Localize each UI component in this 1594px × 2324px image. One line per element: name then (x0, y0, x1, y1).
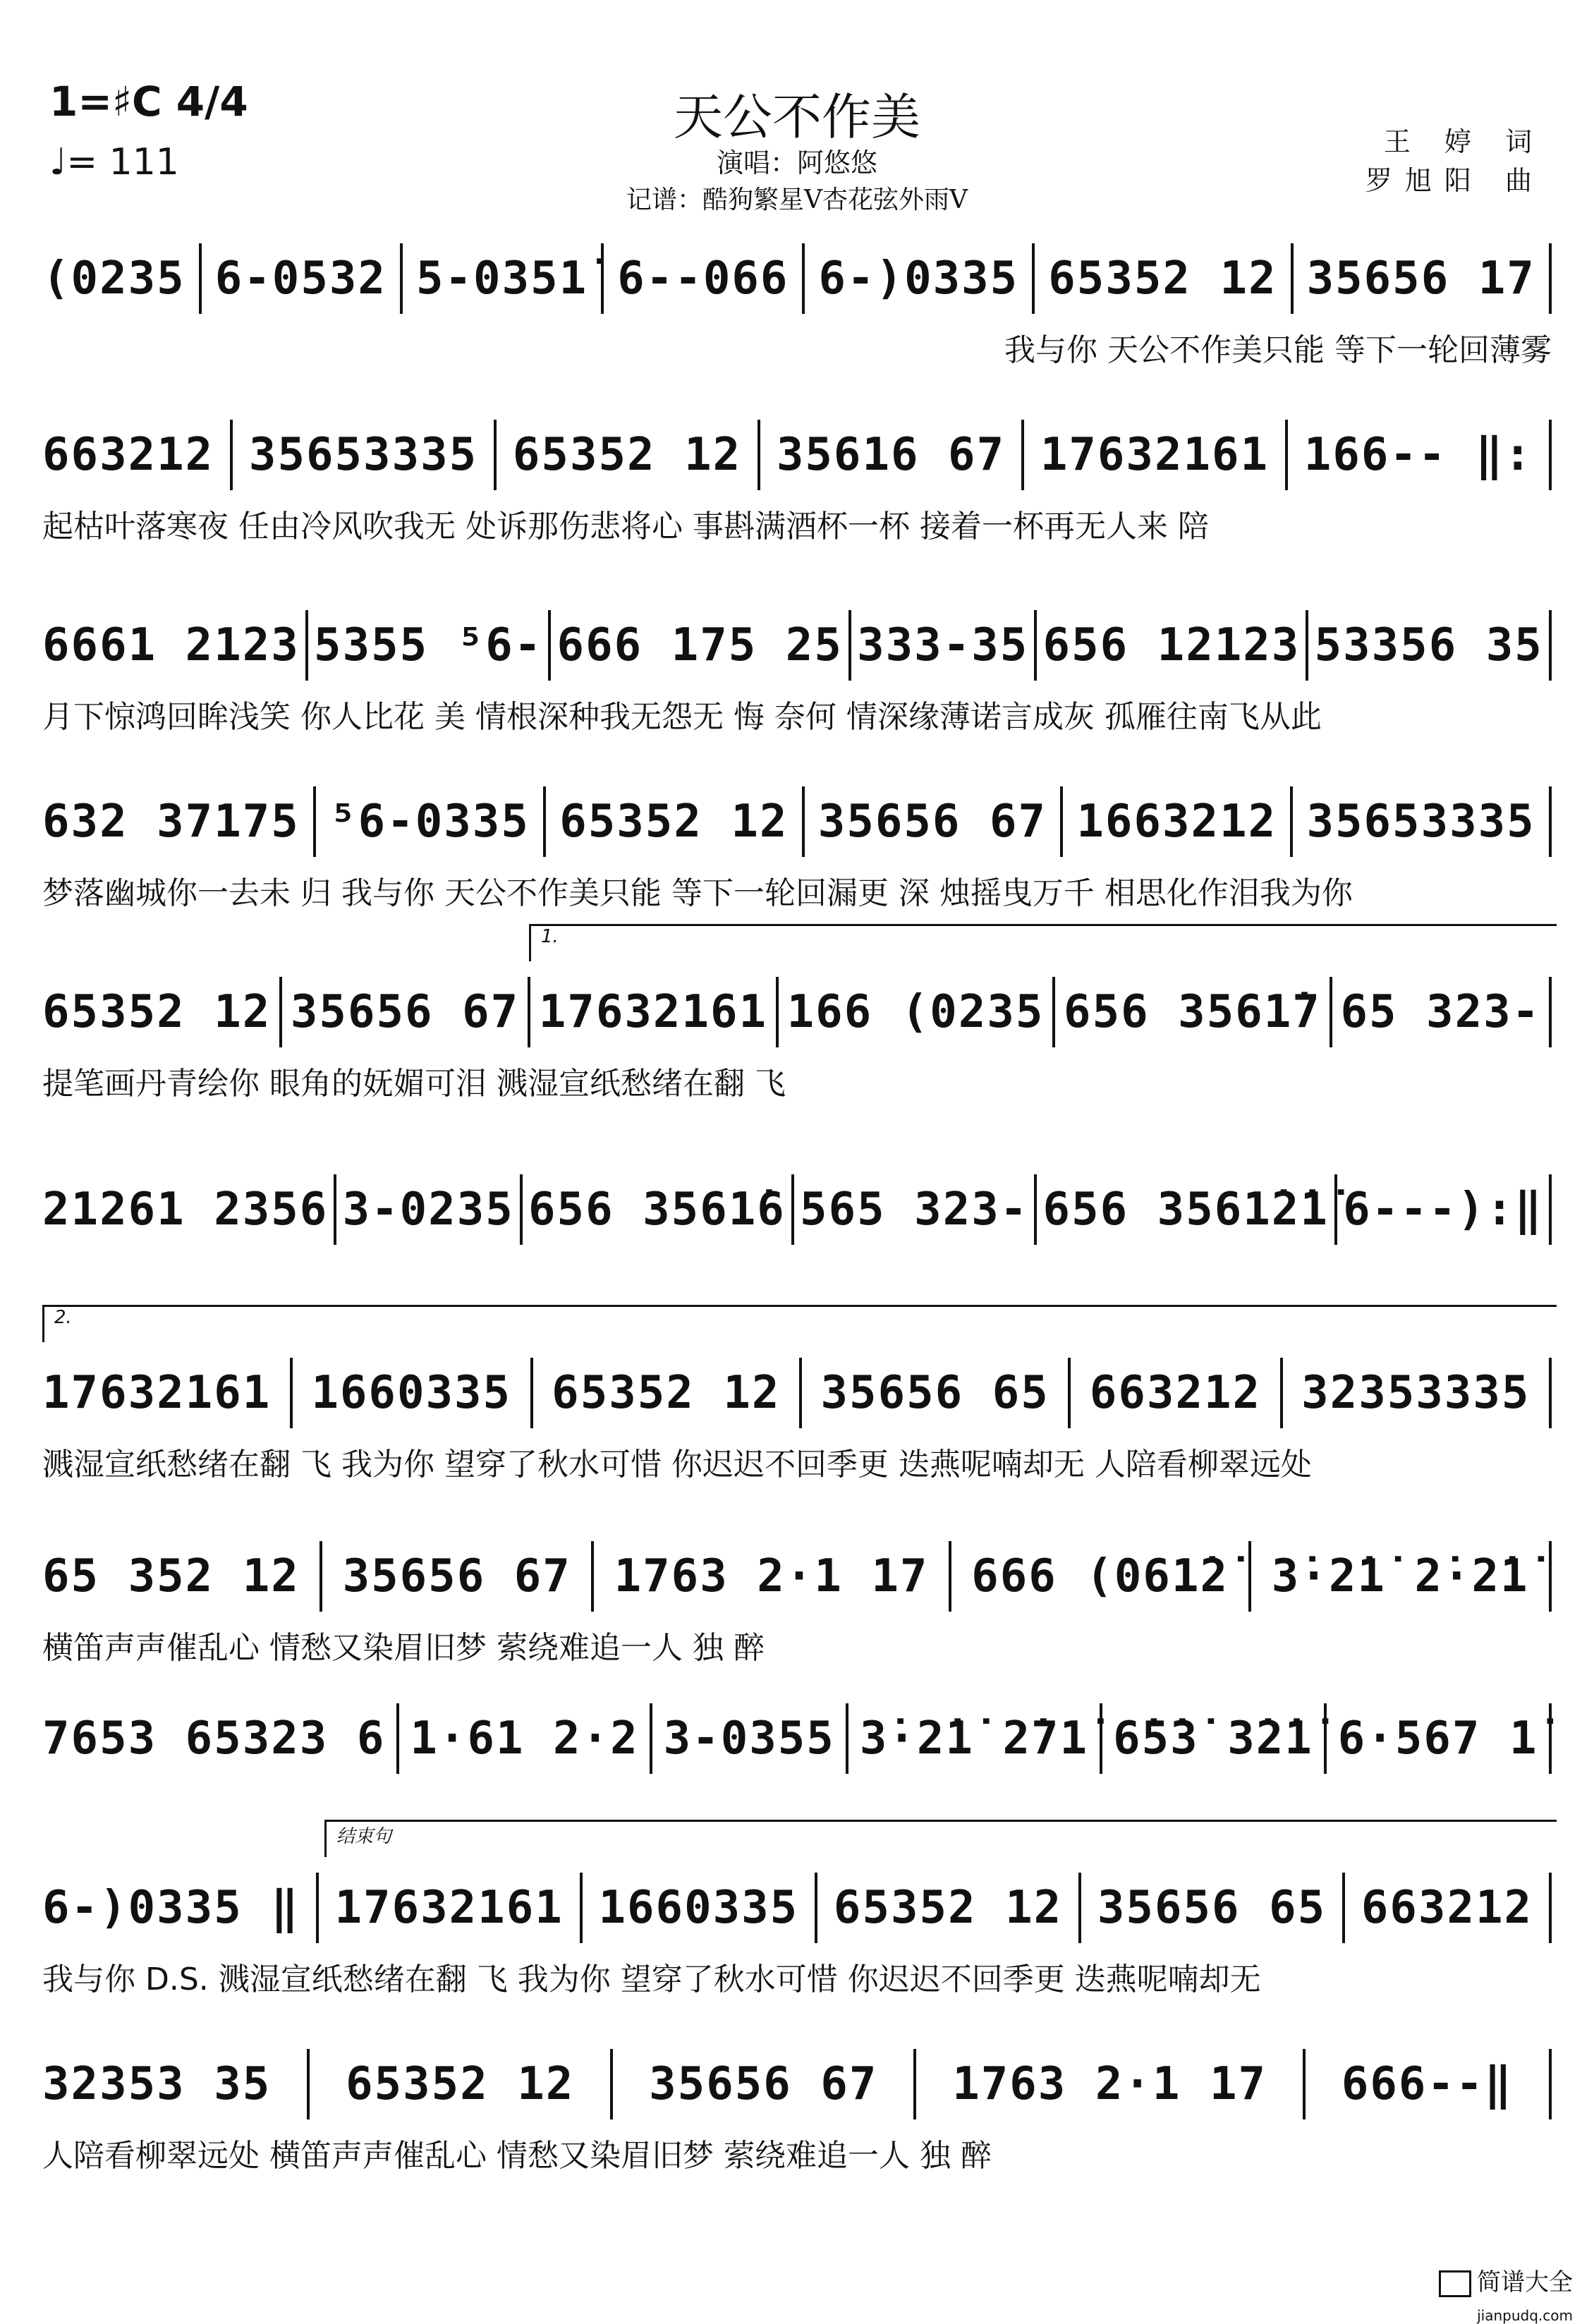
measure: 65 323- (1340, 986, 1541, 1038)
barline (334, 1174, 336, 1245)
volta-bracket: 2. (42, 1305, 1557, 1342)
barline (230, 420, 233, 490)
barline (1052, 977, 1055, 1047)
barline (1291, 243, 1294, 314)
measure: 7653 65323 6 (42, 1712, 386, 1765)
measure: 35656 67 (342, 1550, 571, 1602)
notation-line (42, 240, 1552, 317)
measure: 35656 67 (290, 986, 520, 1038)
measure: 656 12123 (1042, 619, 1301, 671)
barline (802, 243, 805, 314)
barline (1549, 243, 1552, 314)
barline (913, 2049, 916, 2119)
measure: 35656 17 (1306, 253, 1535, 305)
measure: 656 3561̇6 (528, 1184, 786, 1236)
notation-line (42, 1700, 1552, 1777)
barline (520, 1174, 523, 1245)
barline (1334, 1174, 1337, 1245)
barline (1060, 786, 1063, 857)
barline (396, 1703, 399, 1774)
lyric-line: 横笛声声催乱心 情愁又染眉旧梦 萦绕难追一人 独 醉 (42, 1630, 765, 1666)
measure: 6-0532 (214, 253, 387, 305)
barline (580, 1873, 583, 1943)
barline (290, 1358, 293, 1428)
composer-credit: 罗旭阳 曲 (1365, 165, 1545, 196)
lyric-line (42, 1255, 1552, 1305)
barline (601, 243, 604, 314)
barline (1021, 420, 1024, 490)
measure: 17632161 (42, 1367, 272, 1419)
barline (543, 786, 546, 857)
measure: 656 3561̇2̇1̇ (1042, 1184, 1329, 1236)
measure: 333-35 (857, 619, 1029, 671)
barline (1034, 1174, 1037, 1245)
barline (279, 977, 282, 1047)
measure: 1763 2·1 17 (952, 2058, 1267, 2110)
barline (610, 2049, 613, 2119)
measure: 1660335 (598, 1882, 799, 1934)
barline (313, 786, 316, 857)
measure: 1663212 (1076, 796, 1277, 848)
measure: 166-- ‖: (1303, 429, 1533, 481)
lyric-line: 月下惊鸿回眸浅笑 你人比花 美 情根深种我无怨无 悔 奈何 情深缘薄诺言成灰 孤雁往南飞从此 (42, 699, 1322, 735)
barline (1549, 1873, 1552, 1943)
logo-text: 简谱大全 (1477, 2268, 1573, 2296)
notation-line (42, 1869, 1552, 1947)
barline (1549, 2049, 1552, 2119)
measure: 35616 67 (776, 429, 1006, 481)
notation-line (42, 1171, 1552, 1248)
barline (316, 1873, 319, 1943)
measure: 35656 65 (1097, 1882, 1327, 1934)
measure: 17632161 (334, 1882, 564, 1934)
measure: 35656 67 (649, 2058, 878, 2110)
barline (528, 977, 530, 1047)
scribe-credit: 记谱：酷狗繁星V杏花弦外雨V (626, 185, 968, 214)
barline (199, 243, 202, 314)
notation-line (42, 416, 1552, 494)
measure: 663212 (1089, 1367, 1262, 1419)
barline (494, 420, 497, 490)
measure: 3-0355 (663, 1712, 835, 1765)
measure: 35653335 (248, 429, 478, 481)
tempo-marking: ♩= 111 (49, 141, 179, 183)
barline (1100, 1703, 1102, 1774)
measure: 53356 35 (1314, 619, 1543, 671)
volta-bracket: 1. (529, 924, 1557, 961)
notation-line (42, 1354, 1552, 1432)
measure: 5355 ⁵6- (314, 619, 543, 671)
barline (949, 1541, 951, 1612)
barline (776, 977, 779, 1047)
barline (591, 1541, 594, 1612)
notation-line (42, 1538, 1552, 1615)
lyric-line: 溅湿宣纸愁绪在翻 飞 我为你 望穿了秋水可惜 你迟迟不回季更 迭燕呢喃却无 人陪看柳翠远处 (42, 1447, 1312, 1483)
measure: 166 (0235 (786, 986, 1045, 1038)
measure: (0235 (42, 253, 185, 305)
measure: 65352 12 (833, 1882, 1063, 1934)
barline (1303, 2049, 1306, 2119)
measure: 666 (061̇2̇ (971, 1550, 1229, 1602)
barline (791, 1174, 794, 1245)
barline (799, 1358, 802, 1428)
barline (1032, 243, 1035, 314)
barline (400, 243, 403, 314)
site-logo (1439, 2263, 1573, 2297)
measure: 6·567 1̇ (1337, 1712, 1538, 1765)
barline (1290, 786, 1293, 857)
barline (1549, 1174, 1552, 1245)
lyric-line: 起枯叶落寒夜 任由冷风吹我无 处诉那伤悲将心 事斟满酒杯一杯 接着一杯再无人来 陪 (42, 509, 1209, 545)
measure: 35656 65 (820, 1367, 1050, 1419)
barline (1330, 977, 1332, 1047)
notation-line (42, 2045, 1552, 2123)
measure: 632 37175 (42, 796, 300, 848)
barline (650, 1703, 652, 1774)
singer-credit: 演唱：阿悠悠 (716, 147, 877, 178)
notation-line (42, 607, 1552, 684)
lyric-line: 提笔画丹青绘你 眼角的妩媚可泪 溅湿宣纸愁绪在翻 飞 (42, 1066, 786, 1102)
measure: 663212 (1361, 1882, 1533, 1934)
barline (1549, 977, 1552, 1047)
measure: 663212 (42, 429, 214, 481)
measure: 5-0351̇ (415, 253, 588, 305)
barline (1280, 1358, 1283, 1428)
measure: 32353335 (1301, 1367, 1531, 1419)
measure: 3̇·2̇1̇ 2̇71̇ (859, 1712, 1089, 1765)
barline (1068, 1358, 1071, 1428)
measure: 656 3561̇7 (1064, 986, 1321, 1038)
measure: 6̇5̇3̇ 3̇2̇1̇ (1113, 1712, 1313, 1765)
measure: 565 323- (800, 1184, 1029, 1236)
measure: 21261 2356 (42, 1184, 329, 1236)
barline (1034, 610, 1037, 681)
barline (758, 420, 760, 490)
measure: 6661 2123 (42, 619, 300, 671)
measure: 6-)0335 (818, 253, 1019, 305)
measure: 17632161 (538, 986, 767, 1038)
lyric-line: 我与你 D.S. 溅湿宣纸愁绪在翻 飞 我为你 望穿了秋水可惜 你迟迟不回季更 迭燕呢喃却无 (42, 1961, 1261, 1997)
measure: 6--066 (617, 253, 789, 305)
barline (1549, 1703, 1552, 1774)
barline (1549, 420, 1552, 490)
key-signature: 1=♯C 4/4 (49, 78, 248, 126)
notation-line (42, 783, 1552, 860)
measure: 17632161 (1040, 429, 1270, 481)
barline (846, 1703, 848, 1774)
measure: 35656 67 (817, 796, 1047, 848)
barline (1324, 1703, 1327, 1774)
barline (1248, 1541, 1251, 1612)
measure: 65352 12 (559, 796, 789, 848)
measure: 6---):‖ (1343, 1184, 1543, 1236)
measure: 6-)0335 ‖ (42, 1882, 300, 1934)
measure: 1763 2·1 17 (614, 1550, 929, 1602)
barline (307, 2049, 310, 2119)
measure: 35653335 (1306, 796, 1535, 848)
barline (1078, 1873, 1081, 1943)
barline (1306, 610, 1308, 681)
barline (848, 610, 851, 681)
measure: 65 352 12 (42, 1550, 300, 1602)
barline (530, 1358, 533, 1428)
barline (1285, 420, 1288, 490)
barline (320, 1541, 322, 1612)
measure: 65352 12 (512, 429, 742, 481)
barline (1549, 1541, 1552, 1612)
measure: 666 175 25 (556, 619, 843, 671)
measure: 1660335 (311, 1367, 512, 1419)
song-title: 天公不作美 (674, 88, 920, 146)
measure: 65352 12 (1048, 253, 1277, 305)
barline (1549, 1358, 1552, 1428)
volta-bracket: 结束句 (324, 1820, 1557, 1857)
site-url: jianpudq.com (1477, 2307, 1573, 2324)
barline (1549, 786, 1552, 857)
measure: 3-0235 (342, 1184, 514, 1236)
measure: 65352 12 (346, 2058, 575, 2110)
lyric-line: 我与你 天公不作美只能 等下一轮回薄雾 (1004, 332, 1552, 368)
barline (1549, 610, 1552, 681)
lyricist-credit: 王 婷 词 (1383, 126, 1545, 157)
measure: ⁵6-0335 (329, 796, 530, 848)
measure: 1·61 2·2 (410, 1712, 639, 1765)
measure: 32353 35 (42, 2058, 272, 2110)
barline (548, 610, 551, 681)
measure: 65352 12 (552, 1367, 781, 1419)
barline (802, 786, 805, 857)
barline (815, 1873, 817, 1943)
barline (305, 610, 308, 681)
piano-icon (1439, 2270, 1471, 2297)
measure: 666--‖ (1341, 2058, 1514, 2110)
lyric-line: 梦落幽城你一去未 归 我与你 天公不作美只能 等下一轮回漏更 深 烛摇曳万千 相思化作泪我为你 (42, 875, 1353, 911)
measure: 3̇·2̇1̇ 2̇·2̇1̇ (1271, 1550, 1529, 1602)
lyric-line: 人陪看柳翠远处 横笛声声催乱心 情愁又染眉旧梦 萦绕难追一人 独 醉 (42, 2138, 992, 2174)
barline (1342, 1873, 1345, 1943)
measure: 65352 12 (42, 986, 272, 1038)
notation-line (42, 973, 1552, 1051)
